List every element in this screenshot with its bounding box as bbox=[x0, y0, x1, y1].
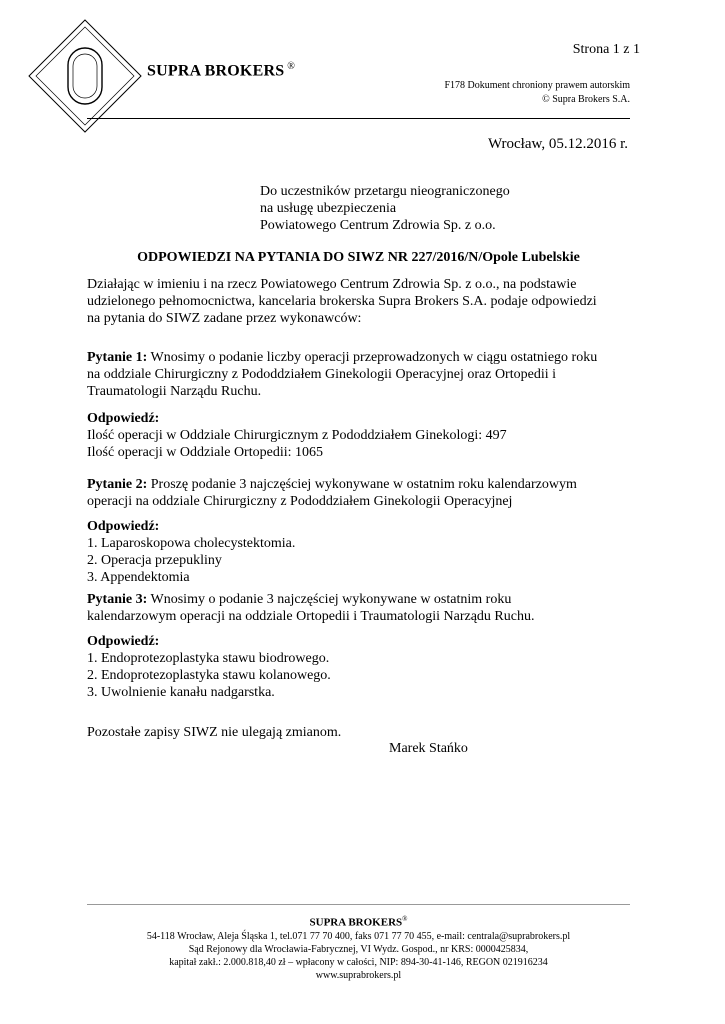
copyright-line: F178 Dokument chroniony prawem autorskim bbox=[444, 80, 630, 91]
question-2-label: Pytanie 2: bbox=[87, 477, 148, 492]
answer-3-line: 2. Endoprotezoplastyka stawu kolanowego. bbox=[87, 668, 331, 683]
question-1-line: Traumatologii Narządu Ruchu. bbox=[87, 384, 262, 399]
question-2-line bbox=[87, 476, 647, 493]
copyright-notice bbox=[444, 79, 630, 107]
question-2-line: operacji na oddziale Chirurgiczny z Pododdziałem Ginekologii Operacyjnej bbox=[87, 494, 513, 509]
question-3 bbox=[87, 591, 647, 625]
page-number: Strona 1 z 1 bbox=[572, 42, 640, 57]
footer-line: Sąd Rejonowy dla Wrocławia-Fabrycznej, VI Wydz. Gospod., nr KRS: 0000425834, bbox=[188, 943, 529, 955]
question-1-line: na oddziale Chirurgiczny z Pododdziałem Ginekologii Operacyjnej oraz Ortopedii i bbox=[87, 367, 556, 382]
closing-statement: Pozostałe zapisy SIWZ nie ulegają zmianom. bbox=[87, 725, 342, 740]
answer-1 bbox=[87, 410, 647, 461]
copyright-line: © Supra Brokers S.A. bbox=[542, 94, 630, 105]
answer-3-label: Odpowiedź: bbox=[87, 634, 160, 649]
question-2 bbox=[87, 476, 647, 510]
addressee-line: Powiatowego Centrum Zdrowia Sp. z o.o. bbox=[260, 218, 496, 233]
intro-line: na pytania do SIWZ zadane przez wykonawców: bbox=[87, 311, 362, 326]
signer-name: Marek Stańko bbox=[389, 741, 468, 756]
footer-website-link[interactable]: www.suprabrokers.pl bbox=[315, 969, 402, 981]
answer-3 bbox=[87, 633, 647, 701]
intro-line: udzielonego pełnomocnictwa, kancelaria brokerska Supra Brokers S.A. podaje odpowiedzi bbox=[87, 294, 597, 309]
header-brand bbox=[147, 61, 295, 80]
intro-paragraph bbox=[87, 276, 647, 327]
footer bbox=[87, 913, 630, 982]
header-brand-name: SUPRA BROKERS bbox=[147, 62, 285, 80]
document-title: ODPOWIEDZI NA PYTANIA DO SIWZ NR 227/2016/N/Opole Lubelskie bbox=[137, 250, 580, 265]
addressee-block bbox=[260, 183, 510, 234]
answer-3-line: 1. Endoprotezoplastyka stawu biodrowego. bbox=[87, 651, 330, 666]
question-2-text: Proszę podanie 3 najczęściej wykonywane w ostatnim roku kalendarzowym bbox=[147, 477, 577, 492]
answer-1-line: Ilość operacji w Oddziale Ortopedii: 1065 bbox=[87, 445, 323, 460]
footer-brand bbox=[87, 913, 630, 930]
footer-line: kapitał zakł.: 2.000.818,40 zł – wpłacony w całości, NIP: 894-30-41-146, REGON 021916234 bbox=[169, 956, 548, 968]
footer-divider bbox=[87, 904, 630, 905]
question-1-label: Pytanie 1: bbox=[87, 350, 148, 365]
answer-2-line: 2. Operacja przepukliny bbox=[87, 553, 222, 568]
header-divider bbox=[87, 118, 630, 119]
question-1-line bbox=[87, 349, 647, 366]
intro-line: Działając w imieniu i na rzecz Powiatowego Centrum Zdrowia Sp. z o.o., na podstawie bbox=[87, 277, 577, 292]
answer-3-line: 3. Uwolnienie kanału nadgarstka. bbox=[87, 685, 275, 700]
question-3-line bbox=[87, 591, 647, 608]
answer-2-line: 3. Appendektomia bbox=[87, 570, 190, 585]
answer-2-line: 1. Laparoskopowa cholecystektomia. bbox=[87, 536, 296, 551]
answer-2-label: Odpowiedź: bbox=[87, 519, 160, 534]
question-3-text: Wnosimy o podanie 3 najczęściej wykonywane w ostatnim roku bbox=[147, 592, 512, 607]
question-1 bbox=[87, 349, 647, 400]
answer-2 bbox=[87, 518, 647, 586]
registered-mark: ® bbox=[287, 61, 296, 72]
supra-brokers-logo bbox=[27, 18, 143, 134]
answer-1-label: Odpowiedź: bbox=[87, 411, 160, 426]
footer-registered-mark: ® bbox=[402, 915, 408, 923]
footer-brand-name: SUPRA BROKERS bbox=[309, 916, 403, 929]
footer-line: 54-118 Wrocław, Aleja Śląska 1, tel.071 77 70 400, faks 071 77 70 455, e-mail: centrala@suprabrokers.pl bbox=[146, 930, 571, 942]
question-3-line: kalendarzowym operacji na oddziale Ortopedii i Traumatologii Narządu Ruchu. bbox=[87, 609, 535, 624]
question-1-text: Wnosimy o podanie liczby operacji przeprowadzonych w ciągu ostatniego roku bbox=[147, 350, 598, 365]
date-line: Wrocław, 05.12.2016 r. bbox=[487, 136, 628, 152]
addressee-line: na usługę ubezpieczenia bbox=[260, 201, 397, 216]
addressee-line: Do uczestników przetargu nieograniczonego bbox=[260, 184, 510, 199]
question-3-label: Pytanie 3: bbox=[87, 592, 148, 607]
answer-1-line: Ilość operacji w Oddziale Chirurgicznym z Pododdziałem Ginekologi: 497 bbox=[87, 428, 507, 443]
